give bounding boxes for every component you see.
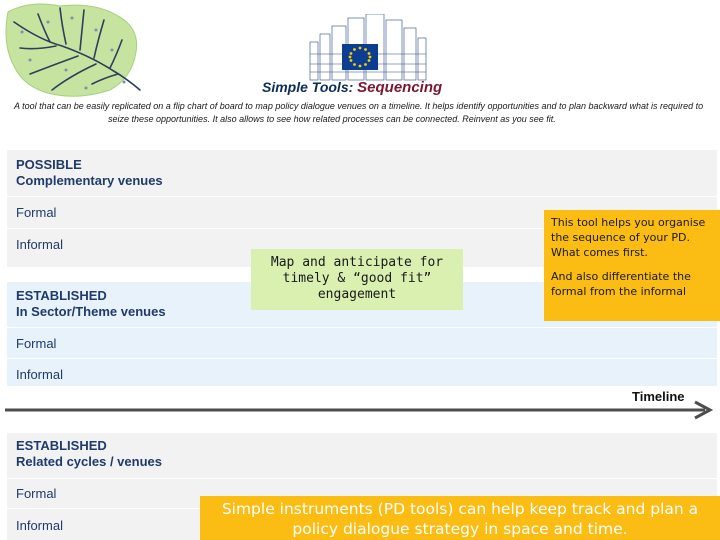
row-label-informal: Informal [16,237,63,252]
timeline-label: Timeline [632,389,685,404]
section-heading-line-2: Complementary venues [16,173,163,188]
band-divider [7,327,717,328]
section-heading-established-related [16,438,162,470]
section-heading-possible [16,157,163,189]
band-divider [7,196,717,197]
section-heading-line-2: Related cycles / venues [16,454,162,469]
section-heading-established-sector [16,288,166,320]
title-prefix: Simple Tools: [262,79,358,95]
page-title [262,79,442,96]
callout-paragraph-1: This tool helps you organise the sequence of your PD. What comes first. [551,216,706,259]
callout-tool-helps [544,210,720,321]
section-heading-line-2: In Sector/Theme venues [16,304,166,319]
timeline-arrow-icon [5,400,718,420]
row-label-formal: Formal [16,486,57,501]
band-divider [7,478,717,479]
summary-banner: Simple instruments (PD tools) can help keep track and plan a policy dialogue strategy in space and time. [200,496,720,540]
description-line-2: seize these opportunities. It also allows to see how related processes can be connected. Reinvent as you see fit. [108,114,556,124]
river-map-logo [0,0,150,100]
european-commission-logo [300,14,435,82]
callout-map-anticipate [251,249,463,310]
callout-line-2: timely & “good fit” [282,271,432,286]
title-emphasis: Sequencing [357,79,443,96]
callout-line-1: Map and anticipate for [270,255,444,270]
section-heading-line-1: POSSIBLE [16,157,82,172]
description-line-1: A tool that can be easily replicated on a flip chart of board to map policy dialogue venues on a timeline. It helps identify opportunities and to plan backward what is required to [14,101,704,111]
row-label-informal: Informal [16,367,63,382]
section-heading-line-1: ESTABLISHED [16,288,107,303]
row-label-formal: Formal [16,205,57,220]
tool-description [14,100,714,126]
row-label-informal: Informal [16,518,63,533]
callout-line-3: engagement [317,287,397,302]
section-heading-line-1: ESTABLISHED [16,438,107,453]
band-divider [7,358,717,359]
row-label-formal: Formal [16,336,57,351]
callout-paragraph-2: And also differentiate the formal from the informal [551,270,691,298]
